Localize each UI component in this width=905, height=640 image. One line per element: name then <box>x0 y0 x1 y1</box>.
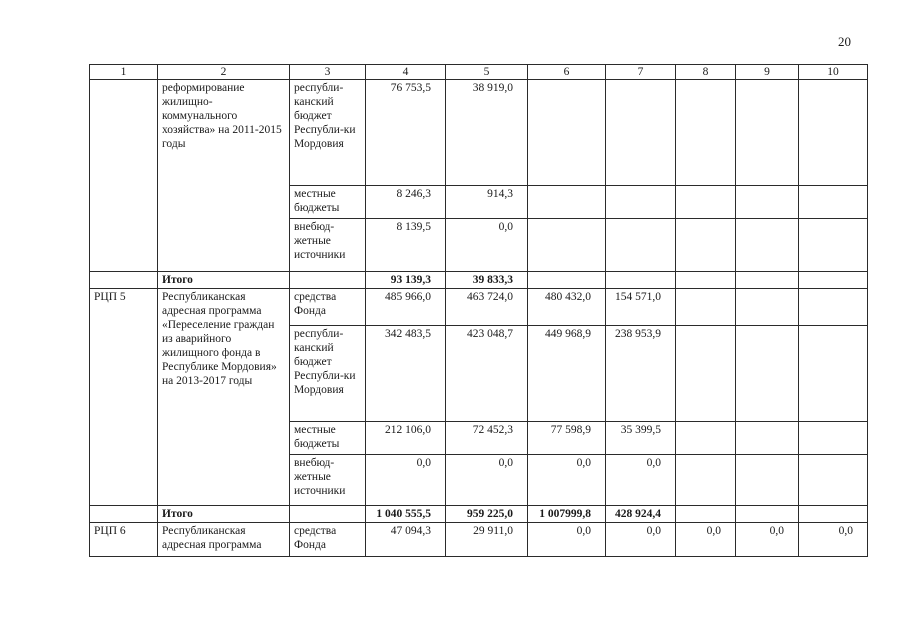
value-cell: 29 911,0 <box>446 523 528 557</box>
funding-source-cell: средства Фонда <box>290 289 366 326</box>
value-cell <box>676 272 736 289</box>
total-row <box>90 272 868 289</box>
value-cell <box>736 455 799 506</box>
header-cell: 5 <box>446 65 528 80</box>
value-cell: 77 598,9 <box>528 422 606 455</box>
value-cell <box>799 506 868 523</box>
value-cell <box>676 186 736 219</box>
value-cell: 76 753,5 <box>366 80 446 186</box>
program-name-cell: Республиканская адресная программа «Переселение граждан из аварийного жилищного фонда в Республике Мордовия» на 2013-2017 годы <box>158 289 290 506</box>
value-cell <box>736 219 799 272</box>
header-cell: 6 <box>528 65 606 80</box>
value-cell <box>676 80 736 186</box>
funding-source-cell: республи-канский бюджет Республи-ки Мордовия <box>290 80 366 186</box>
value-cell: 212 106,0 <box>366 422 446 455</box>
value-cell <box>736 506 799 523</box>
program-code-cell: РЦП 6 <box>90 523 158 557</box>
value-cell: 0,0 <box>446 219 528 272</box>
value-cell <box>528 219 606 272</box>
value-cell <box>676 219 736 272</box>
header-cell: 10 <box>799 65 868 80</box>
value-cell <box>799 289 868 326</box>
value-cell: 914,3 <box>446 186 528 219</box>
value-cell <box>606 186 676 219</box>
value-cell <box>736 272 799 289</box>
value-cell: 47 094,3 <box>366 523 446 557</box>
value-cell <box>606 219 676 272</box>
funding-source-cell: республи-канский бюджет Республи-ки Мордовия <box>290 326 366 422</box>
header-cell: 2 <box>158 65 290 80</box>
value-cell: 238 953,9 <box>606 326 676 422</box>
total-value-cell: 1 007999,8 <box>528 506 606 523</box>
value-cell <box>799 219 868 272</box>
value-cell <box>676 289 736 326</box>
value-cell: 485 966,0 <box>366 289 446 326</box>
value-cell: 0,0 <box>528 523 606 557</box>
value-cell <box>799 272 868 289</box>
value-cell <box>799 326 868 422</box>
value-cell <box>528 186 606 219</box>
value-cell: 463 724,0 <box>446 289 528 326</box>
program-name-cell: реформирование жилищно-коммунального хозяйства» на 2011-2015 годы <box>158 80 290 272</box>
total-label: Итого <box>158 506 290 523</box>
funding-source-cell: местные бюджеты <box>290 422 366 455</box>
program-code-cell: РЦП 5 <box>90 289 158 506</box>
value-cell: 38 919,0 <box>446 80 528 186</box>
page-number: 20 <box>838 34 851 49</box>
value-cell <box>528 80 606 186</box>
value-cell: 8 246,3 <box>366 186 446 219</box>
value-cell: 0,0 <box>606 523 676 557</box>
value-cell <box>676 422 736 455</box>
value-cell <box>799 80 868 186</box>
value-cell <box>799 186 868 219</box>
table-row <box>90 523 868 557</box>
value-cell: 35 399,5 <box>606 422 676 455</box>
program-code-cell <box>90 80 158 272</box>
total-label: Итого <box>158 272 290 289</box>
header-cell: 8 <box>676 65 736 80</box>
header-cell: 3 <box>290 65 366 80</box>
total-value-cell <box>606 272 676 289</box>
program-code-cell <box>90 272 158 289</box>
total-value-cell: 93 139,3 <box>366 272 446 289</box>
value-cell <box>676 326 736 422</box>
funding-source-cell: внебюд-жетные источники <box>290 455 366 506</box>
value-cell <box>736 186 799 219</box>
value-cell <box>799 422 868 455</box>
table-row <box>90 289 868 326</box>
table-row <box>90 80 868 186</box>
value-cell: 0,0 <box>676 523 736 557</box>
value-cell: 0,0 <box>606 455 676 506</box>
total-value-cell: 1 040 555,5 <box>366 506 446 523</box>
value-cell <box>606 80 676 186</box>
value-cell <box>736 80 799 186</box>
value-cell: 0,0 <box>799 523 868 557</box>
value-cell <box>736 326 799 422</box>
total-value-cell <box>528 272 606 289</box>
value-cell <box>676 455 736 506</box>
header-cell: 7 <box>606 65 676 80</box>
total-value-cell: 39 833,3 <box>446 272 528 289</box>
value-cell <box>736 289 799 326</box>
budget-table <box>89 64 868 557</box>
value-cell: 423 048,7 <box>446 326 528 422</box>
funding-source-cell <box>290 272 366 289</box>
value-cell: 8 139,5 <box>366 219 446 272</box>
value-cell: 0,0 <box>446 455 528 506</box>
header-cell: 9 <box>736 65 799 80</box>
header-row <box>90 65 868 80</box>
value-cell <box>676 506 736 523</box>
header-cell: 4 <box>366 65 446 80</box>
value-cell: 0,0 <box>528 455 606 506</box>
funding-source-cell: местные бюджеты <box>290 186 366 219</box>
program-name-cell: Республиканская адресная программа <box>158 523 290 557</box>
value-cell: 154 571,0 <box>606 289 676 326</box>
total-row <box>90 506 868 523</box>
value-cell <box>799 455 868 506</box>
funding-source-cell <box>290 506 366 523</box>
total-value-cell: 428 924,4 <box>606 506 676 523</box>
value-cell: 449 968,9 <box>528 326 606 422</box>
funding-source-cell: внебюд-жетные источники <box>290 219 366 272</box>
value-cell <box>736 422 799 455</box>
total-value-cell: 959 225,0 <box>446 506 528 523</box>
program-code-cell <box>90 506 158 523</box>
value-cell: 480 432,0 <box>528 289 606 326</box>
value-cell: 0,0 <box>366 455 446 506</box>
value-cell: 342 483,5 <box>366 326 446 422</box>
value-cell: 72 452,3 <box>446 422 528 455</box>
header-cell: 1 <box>90 65 158 80</box>
funding-source-cell: средства Фонда <box>290 523 366 557</box>
value-cell: 0,0 <box>736 523 799 557</box>
